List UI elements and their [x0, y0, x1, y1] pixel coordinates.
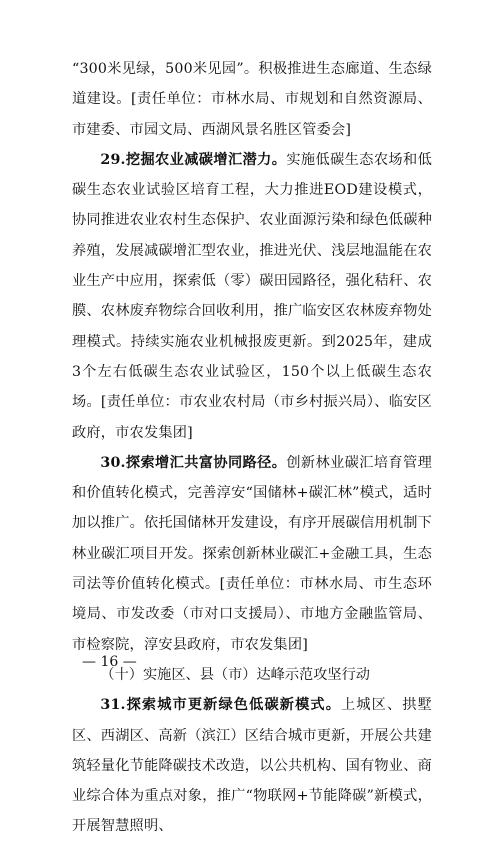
paragraph-31-heading: 31.探索城市更新绿色低碳新模式。	[100, 697, 342, 714]
section-heading-10: （十）实施区、县（市）达峰示范攻坚行动	[100, 666, 370, 683]
paragraph-31	[72, 690, 432, 841]
paragraph-29	[72, 145, 432, 448]
paragraph-30	[72, 448, 432, 660]
paragraph-31-body: 上城区、拱墅区、西湖区、高新（滨江）区结合城市更新，开展公共建筑轻量化节能降碳技术改造，以公共机构、国有物业、商业综合体为重点对象，推广“物联网+节能降碳”新模式，开展智慧照明、	[72, 697, 432, 835]
document-body	[72, 54, 432, 842]
paragraph-continuation: “300米见绿，500米见园”。积极推进生态廊道、生态绿道建设。[责任单位：市林水局、市规划和自然资源局、市建委、市园文局、西湖风景名胜区管委会]	[72, 61, 432, 138]
paragraph-30-heading: 30.探索增汇共富协同路径。	[100, 454, 287, 471]
page-number: — 16 —	[82, 654, 137, 670]
paragraph-29-body: 实施低碳生态农场和低碳生态农业试验区培育工程，大力推进EOD建设模式，协同推进农业农村生态保护、农业面源污染和绿色低碳种养殖，发展减碳增汇型农业，推进光伏、浅层地温能在农业生产中应用，探索低（零）碳田园路径，强化秸秆、农膜、农林废弃物综合回收利用，推广临安区农林废弃物处理模式。持续实施农业机械报废更新。到2025年，建成3个左右低碳生态农业试验区，150个以上低碳生态农场。[责任单位：市农业农村局（市乡村振兴局）、临安区政府，市农发集团]	[72, 151, 432, 441]
paragraph-30-body: 创新林业碳汇培育管理和价值转化模式，完善淳安“国储林+碳汇林”模式，适时加以推广。依托国储林开发建设，有序开展碳信用机制下林业碳汇项目开发。探索创新林业碳汇+金融工具，生态司法等价值转化模式。[责任单位：市林水局、市生态环境局、市发改委（市对口支援局）、市地方金融监管局、市检察院，淳安县政府，市农发集团]	[72, 454, 432, 653]
paragraph-29-heading: 29.挖掘农业减碳增汇潜力。	[100, 151, 287, 168]
